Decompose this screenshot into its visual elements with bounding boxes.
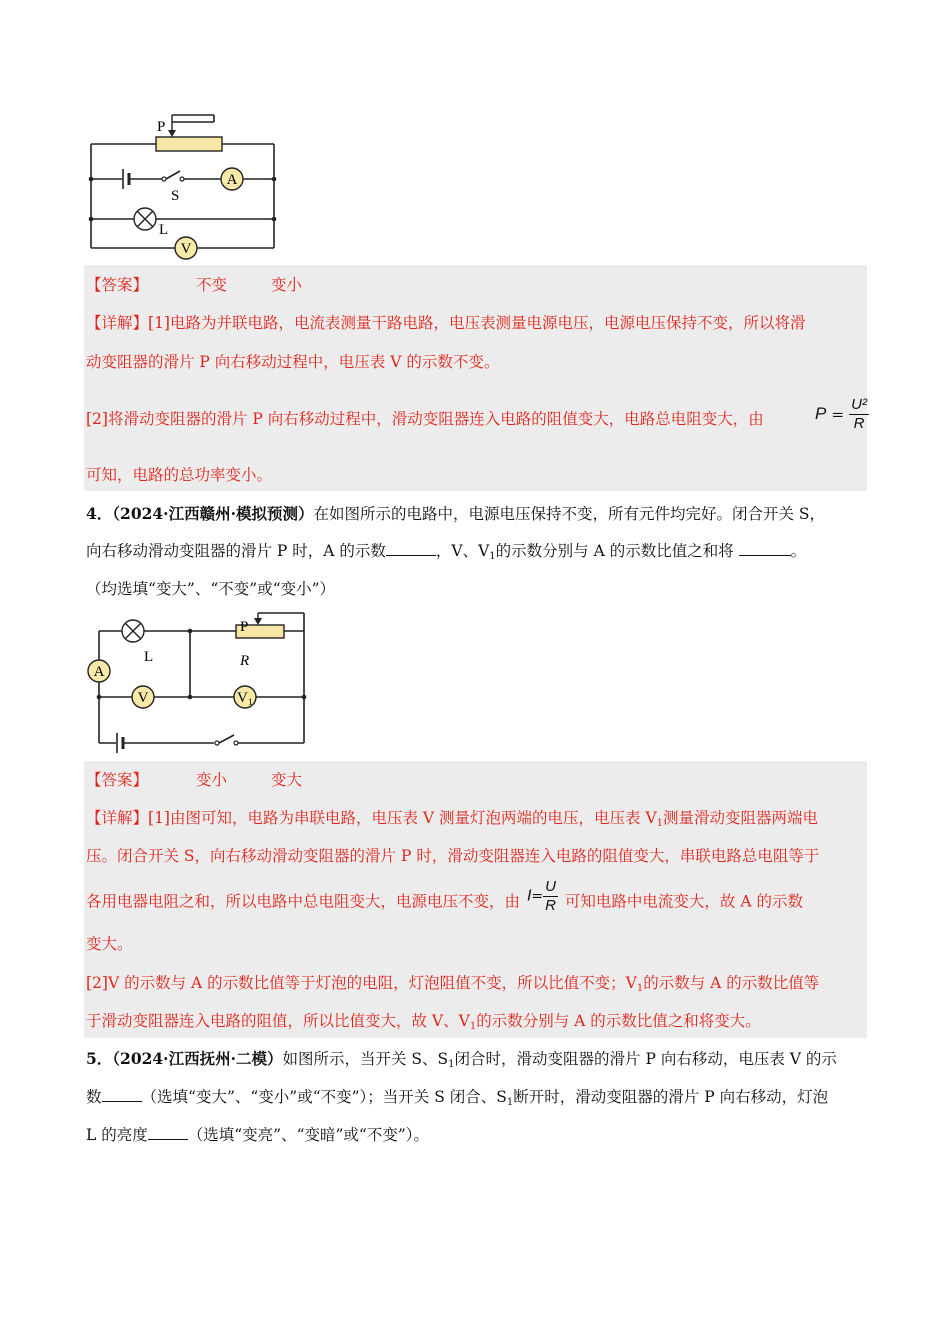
question-number: 4． (86, 504, 113, 523)
answer-box-3 (84, 265, 867, 491)
ohm-formula: I= $\frac{U}{R}$ (526, 878, 556, 914)
circuit-diagram-2 (84, 609, 314, 754)
detail-line: 可知，电路的总功率变小。 (86, 466, 273, 484)
svg-text:A: A (93, 664, 105, 680)
detail-line: 压。闭合开关 S，向右移动滑动变阻器的滑片 P 时，滑动变阻器连入电路的阻值变大，串联电路总电阻等于 (86, 847, 820, 865)
detail-tag: 【详解】 (86, 314, 149, 332)
answer-line (86, 770, 303, 790)
answer-blank[interactable] (102, 1087, 142, 1102)
detail-line: 【详解】[1]电路为并联电路，电流表测量干路电路，电压表测量电源电压，电源电压保持不变，所以将滑 (86, 314, 806, 332)
answer-blank[interactable] (148, 1125, 188, 1140)
detail-line: [2]将滑动变阻器的滑片 P 向右移动过程中，滑动变阻器连入电路的阻值变大，电路总电阻变大，由 (86, 410, 764, 428)
answer-value-1: 变小 (196, 771, 228, 789)
svg-text:A: A (226, 172, 238, 188)
circuit-diagram-1 (84, 110, 284, 260)
svg-text:1: 1 (248, 697, 253, 707)
rheostat-1 (156, 137, 222, 151)
answer-blank[interactable] (739, 541, 791, 556)
detail-line: 动变阻器的滑片 P 向右移动过程中，电压表 V 的示数不变。 (86, 353, 500, 371)
question-4-line: 4．（2024·江西赣州·模拟预测）在如图所示的电路中，电源电压保持不变，所有元件均完好。闭合开关 S， (86, 504, 826, 523)
answer-line (86, 275, 303, 295)
answer-tag: 【答案】 (86, 276, 149, 294)
question-5-line: 数 （选填“变大”、“变小”或“不变”）；当开关 S 闭合、$S_1$断开时，滑动变阻器的滑片 P 向右移动，灯泡 (86, 1088, 829, 1108)
detail-line: 各用电器电阻之和，所以电路中总电阻变大，电源电压不变，由 I= $\frac{U}{R}$ 可知电路中电流变大，故 A 的示数 (86, 878, 803, 914)
detail-tag: 【详解】 (86, 809, 149, 827)
detail-line: 变大。 (86, 935, 133, 953)
question-5-line: 5．（2024·江西抚州·二模）如图所示，当开关 S、$S_1$闭合时，滑动变阻器的滑片 P 向右移动，电压表 V 的示 (86, 1049, 837, 1070)
answer-value-1: 不变 (196, 276, 228, 294)
svg-text:S: S (171, 188, 180, 204)
power-formula: P = $\frac{\text{U²}}{R}$ (815, 396, 867, 432)
svg-text:P: P (157, 119, 166, 135)
detail-line: [2]V 的示数与 A 的示数比值等于灯泡的电阻，灯泡阻值不变，所以比值不变；$V_1$的示数与 A 的示数比值等 (86, 974, 820, 994)
question-4-line: 向右移动滑动变阻器的滑片 P 时，A 的示数 ，V、$V_1$的示数分别与 A 的示数比值之和将 。 (86, 542, 807, 562)
svg-text:V: V (137, 690, 149, 706)
svg-text:V: V (237, 690, 248, 706)
answer-blank[interactable] (386, 541, 436, 556)
question-5-line: L 的亮度 （选填“变亮”、“变暗”或“不变”）。 (86, 1126, 430, 1144)
answer-value-2: 变大 (271, 771, 303, 789)
question-source: （2024·江西抚州·二模） (112, 1049, 283, 1068)
svg-text:R: R (240, 653, 250, 669)
svg-text:L: L (159, 222, 169, 238)
answer-value-2: 变小 (271, 276, 303, 294)
question-source: （2024·江西赣州·模拟预测） (112, 504, 314, 523)
question-4-line: （均选填“变大”、“不变”或“变小”） (86, 580, 336, 598)
question-number: 5． (86, 1049, 113, 1068)
answer-tag: 【答案】 (86, 771, 149, 789)
svg-text:L: L (144, 649, 154, 665)
svg-text:P: P (240, 619, 249, 635)
detail-line: 于滑动变阻器连入电路的阻值，所以比值变大，故 V、$V_1$的示数分别与 A 的示数比值之和将变大。 (86, 1012, 761, 1032)
svg-text:V: V (180, 241, 192, 257)
detail-line: 【详解】[1]由图可知，电路为串联电路，电压表 V 测量灯泡两端的电压，电压表 $V_1$测量滑动变阻器两端电 (86, 809, 819, 829)
